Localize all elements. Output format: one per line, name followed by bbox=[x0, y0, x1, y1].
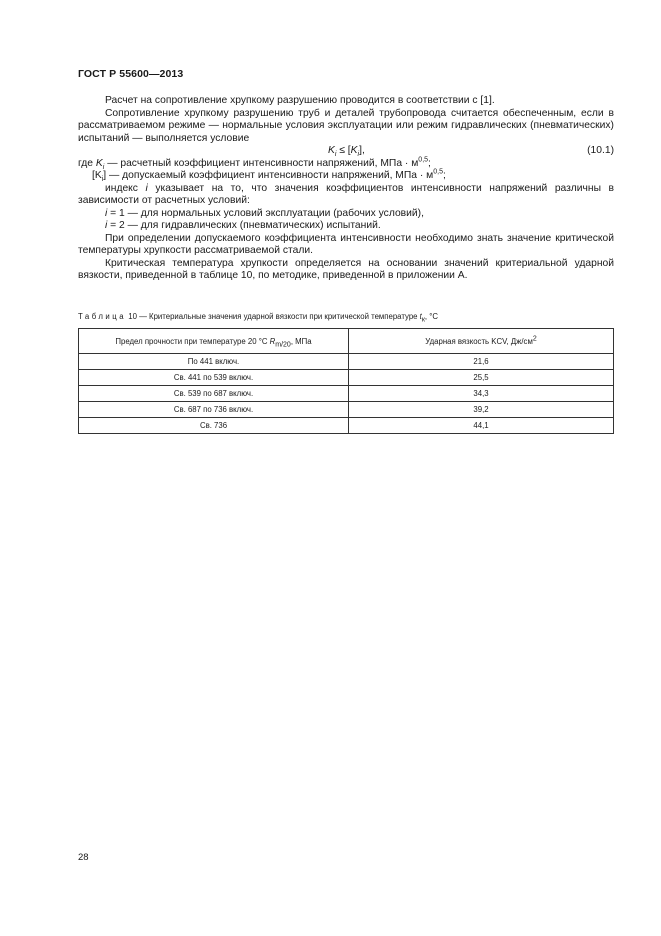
body-text bbox=[78, 95, 614, 283]
formula-number: (10.1) bbox=[587, 145, 614, 156]
list-item-i1: i = 1 — для нормальных условий эксплуатации (рабочих условий), bbox=[105, 207, 424, 219]
cell-strength: По 441 включ. bbox=[79, 354, 349, 370]
paragraph-method: Критическая температура хрупкости определяется на основании значений критериальной ударной вязкости, приведенной в таблице 10, по методике, приведенной в приложении А. bbox=[78, 257, 614, 281]
table-row bbox=[79, 370, 614, 386]
table-row bbox=[79, 402, 614, 418]
paragraph-brittle-fracture-condition: Сопротивление хрупкому разрушению труб и деталей трубопровода считается обеспеченным, если в рассматриваемом режиме — нормальные условия эксплуатации или режим гидравлических (пневматических) испытаний — выполняется условие bbox=[78, 107, 614, 144]
cell-kcv: 44,1 bbox=[349, 418, 614, 434]
document-header: ГОСТ Р 55600—2013 bbox=[78, 68, 184, 80]
table-header-row bbox=[79, 329, 614, 354]
cell-strength: Св. 441 по 539 включ. bbox=[79, 370, 349, 386]
cell-strength: Св. 736 bbox=[79, 418, 349, 434]
table-row bbox=[79, 386, 614, 402]
cell-kcv: 34,3 bbox=[349, 386, 614, 402]
cell-kcv: 21,6 bbox=[349, 354, 614, 370]
list-item-i2: i = 2 — для гидравлических (пневматических) испытаний. bbox=[105, 220, 381, 231]
definition-index-i: индекс i указывает на то, что значения коэффициентов интенсивности напряжений различны в зависимости от расчетных условий: bbox=[78, 182, 614, 206]
definition-kk: $[K_i]$ — допускаемый коэффициент интенсивности напряжений, МПа · $м^{0,5}$; bbox=[92, 168, 446, 184]
cell-strength: Св. 687 по 736 включ. bbox=[79, 402, 349, 418]
paragraph-critical-temperature: При определении допускаемого коэффициента интенсивности необходимо знать значение критической температуры хрупкости рассматриваемой стали. bbox=[78, 232, 614, 256]
page-number: 28 bbox=[78, 852, 89, 863]
column-header-strength: Предел прочности при температуре 20 °С $R_{m/20}$, МПа bbox=[79, 329, 349, 354]
table-caption: Таблица 10 — Критериальные значения ударной вязкости при критической температуре $t_к$, °С bbox=[78, 312, 438, 324]
definition-ki: где $K_i$ — расчетный коэффициент интенсивности напряжений, МПа · $м^{0,5}$; bbox=[78, 156, 431, 171]
formula-expression: $K_i \le [K_i]$, bbox=[328, 145, 365, 159]
paragraph-brittle-fracture-calc: Расчет на сопротивление хрупкому разрушению проводится в соответствии с [1]. bbox=[105, 95, 495, 106]
cell-kcv: 39,2 bbox=[349, 402, 614, 418]
table-row bbox=[79, 354, 614, 370]
table-row bbox=[79, 418, 614, 434]
cell-kcv: 25,5 bbox=[349, 370, 614, 386]
column-header-kcv: Ударная вязкость KCV, $Дж/см^2$ bbox=[349, 329, 614, 354]
formula-10-1 bbox=[78, 145, 614, 158]
cell-strength: Св. 539 по 687 включ. bbox=[79, 386, 349, 402]
impact-strength-table bbox=[78, 328, 614, 434]
